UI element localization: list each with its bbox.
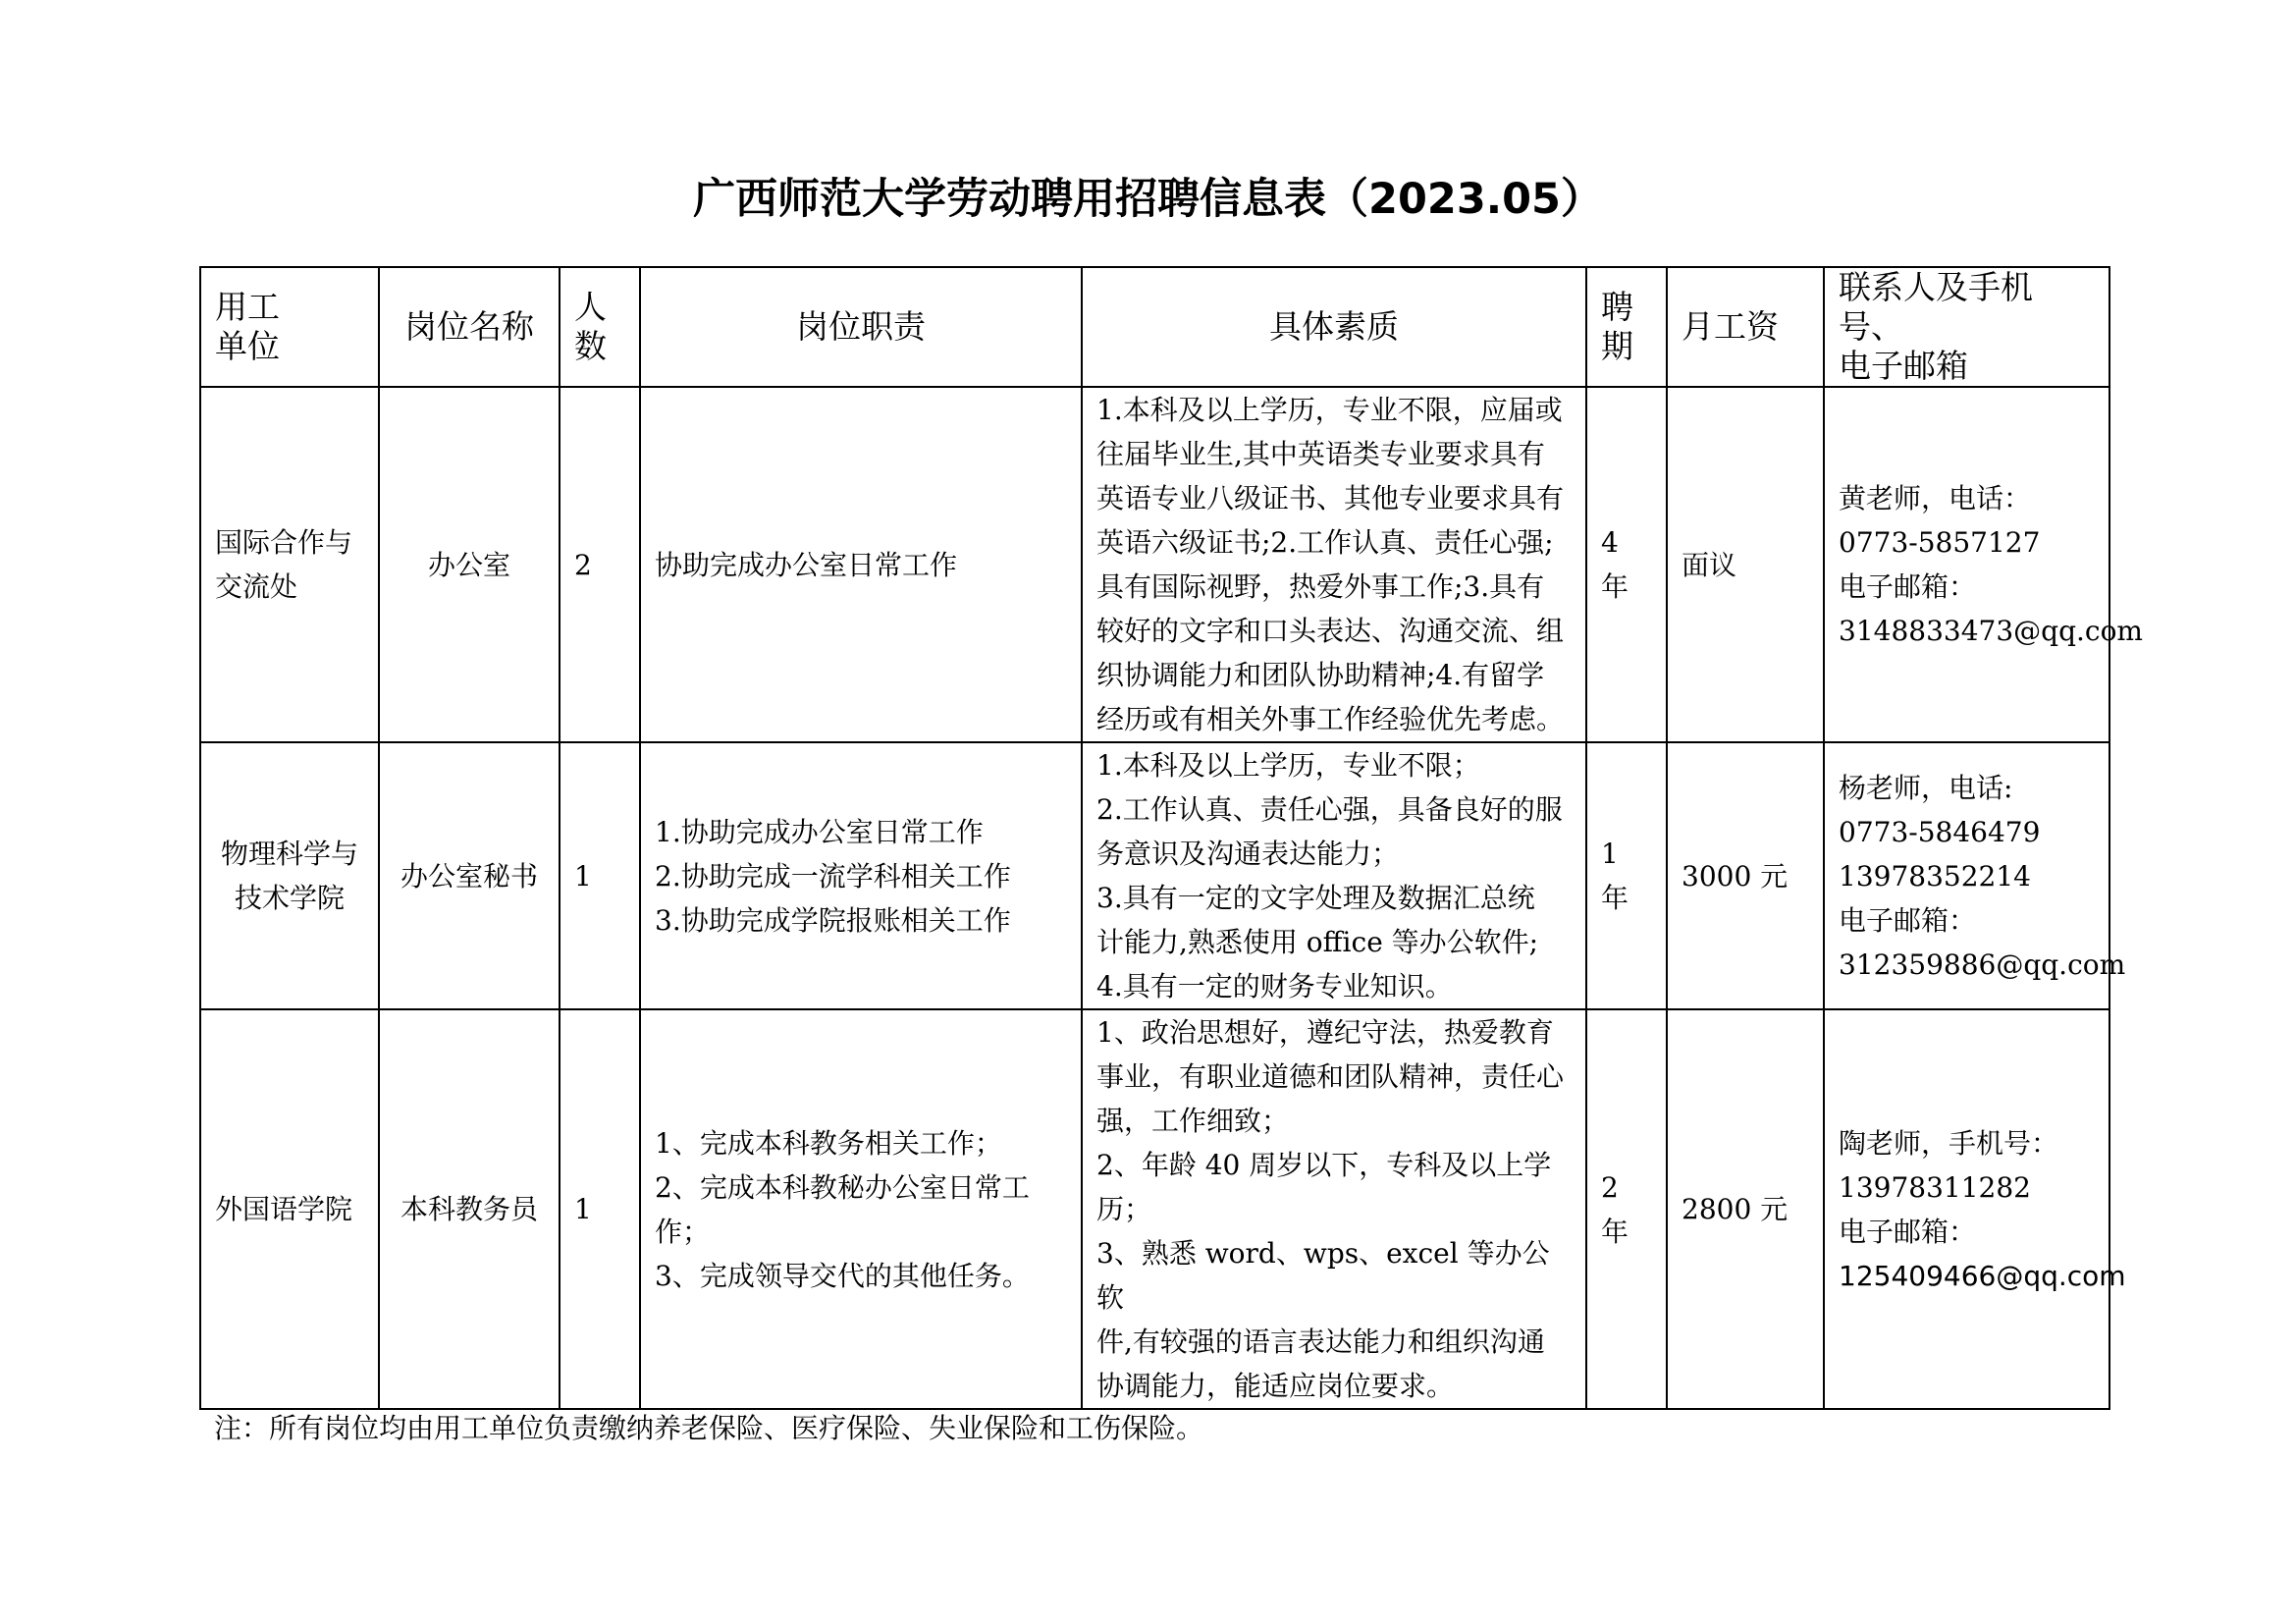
contact-cell xyxy=(1824,1009,2126,1409)
duty-line: 作； xyxy=(655,1215,711,1248)
unit-cell xyxy=(200,1009,379,1409)
qualification-line: 1、政治思想好，遵纪守法，热爱教育 xyxy=(1096,1016,1554,1049)
contact-line: 电子邮箱： xyxy=(1839,1215,1977,1248)
qualification-line: 具有国际视野，热爱外事工作;3.具有 xyxy=(1096,570,1545,603)
duties-cell xyxy=(640,742,1082,1009)
qualification-line: 3、熟悉 word、wps、excel 等办公软 xyxy=(1096,1237,1550,1314)
contact-email: 3148833473@qq.com xyxy=(1839,615,2143,647)
duty-line: 3、完成领导交代的其他任务。 xyxy=(655,1259,1030,1292)
qualification-line: 3.具有一定的文字处理及数据汇总统 xyxy=(1096,882,1535,914)
contact-line: 0773-5846479 xyxy=(1839,815,2041,848)
qualification-line: 协调能力，能适应岗位要求。 xyxy=(1096,1370,1455,1402)
duty-line: 协助完成办公室日常工作 xyxy=(655,548,958,581)
contact-line: 13978352214 xyxy=(1839,859,2031,893)
contact-line: 电子邮箱： xyxy=(1839,903,1977,937)
count-cell: 1 xyxy=(560,1009,640,1409)
qualification-line: 1.本科及以上学历，专业不限； xyxy=(1096,749,1480,782)
header-unit xyxy=(200,267,379,387)
header-duties: 岗位职责 xyxy=(640,267,1082,387)
header-row xyxy=(200,267,2109,387)
qualification-line: 务意识及沟通表达能力； xyxy=(1096,838,1400,870)
qualification-line: 2.工作认真、责任心强，具备良好的服 xyxy=(1096,793,1563,826)
unit-line: 技术学院 xyxy=(234,882,345,914)
salary-cell: 面议 xyxy=(1667,387,1824,742)
qualification-line: 英语专业八级证书、其他专业要求具有 xyxy=(1096,482,1565,514)
duty-line: 2.协助完成一流学科相关工作 xyxy=(655,859,1011,893)
duties-cell xyxy=(640,1009,1082,1409)
header-qualifications: 具体素质 xyxy=(1082,267,1586,387)
header-term-line: 聘 xyxy=(1601,288,1633,326)
duty-line: 1.协助完成办公室日常工作 xyxy=(655,815,984,848)
duty-line: 3.协助完成学院报账相关工作 xyxy=(655,903,1011,937)
contact-line: 13978311282 xyxy=(1839,1170,2031,1204)
recruitment-table xyxy=(199,266,2143,1410)
qualification-line: 往届毕业生,其中英语类专业要求具有 xyxy=(1096,438,1545,470)
header-unit-line: 单位 xyxy=(215,327,280,365)
header-salary: 月工资 xyxy=(1667,267,1824,387)
position-cell: 办公室 xyxy=(379,387,560,742)
qualification-line: 事业，有职业道德和团队精神，责任心 xyxy=(1096,1060,1565,1093)
duty-line: 2、完成本科教秘办公室日常工 xyxy=(655,1170,1030,1204)
qualification-line: 件,有较强的语言表达能力和组织沟通 xyxy=(1096,1326,1545,1358)
header-position: 岗位名称 xyxy=(379,267,560,387)
contact-cell xyxy=(1824,387,2143,742)
header-unit-line: 用工 xyxy=(215,288,280,326)
page-title: 广西师范大学劳动聘用招聘信息表（2023.05） xyxy=(693,175,1603,224)
salary-cell: 2800 元 xyxy=(1667,1009,1824,1409)
header-term xyxy=(1586,267,1667,387)
unit-line: 物理科学与 xyxy=(220,838,358,870)
contact-email: 125409466@qq.com xyxy=(1839,1259,2126,1292)
table-row xyxy=(200,742,2109,1009)
qualification-line: 经历或有相关外事工作经验优先考虑。 xyxy=(1096,703,1565,735)
contact-line: 电子邮箱： xyxy=(1839,570,1977,603)
qualifications-cell xyxy=(1082,1009,1586,1409)
contact-line: 杨老师，电话: xyxy=(1839,771,2013,804)
qualification-line: 计能力,熟悉使用 office 等办公软件; xyxy=(1096,926,1539,958)
contact-line: 陶老师，手机号： xyxy=(1839,1126,2059,1160)
term-cell: 4 年 xyxy=(1586,387,1667,742)
qualification-line: 英语六级证书;2.工作认真、责任心强; xyxy=(1096,526,1554,559)
header-term-line: 期 xyxy=(1601,327,1633,365)
contact-email: 312359886@qq.com xyxy=(1839,947,2126,981)
duty-line: 1、完成本科教务相关工作； xyxy=(655,1126,1002,1160)
count-cell: 1 xyxy=(560,742,640,1009)
qualification-line: 2、年龄 40 周岁以下，专科及以上学 xyxy=(1096,1149,1552,1181)
table-row xyxy=(200,387,2109,742)
contact-line: 黄老师，电话： xyxy=(1839,482,2032,514)
qualifications-cell xyxy=(1082,387,1586,742)
header-count xyxy=(560,267,640,387)
qualification-line: 历； xyxy=(1096,1193,1152,1225)
unit-line: 交流处 xyxy=(215,570,298,603)
unit-cell xyxy=(200,742,379,1009)
qualification-line: 1.本科及以上学历，专业不限，应届或 xyxy=(1096,394,1563,426)
position-cell: 本科教务员 xyxy=(379,1009,560,1409)
footnote: 注：所有岗位均由用工单位负责缴纳养老保险、医疗保险、失业保险和工伤保险。 xyxy=(214,1412,1204,1444)
contact-cell xyxy=(1824,742,2126,1009)
qualifications-cell xyxy=(1082,742,1586,1009)
header-contact xyxy=(1824,267,2109,387)
unit-cell xyxy=(200,387,379,742)
count-cell: 2 xyxy=(560,387,640,742)
table-row xyxy=(200,1009,2109,1409)
header-contact-line: 电子邮箱 xyxy=(1839,347,1968,385)
header-contact-line: 联系人及手机号、 xyxy=(1839,268,2033,346)
qualification-line: 较好的文字和口头表达、沟通交流、组 xyxy=(1096,615,1565,647)
header-count-line: 数 xyxy=(574,327,607,365)
unit-line: 外国语学院 xyxy=(215,1193,353,1225)
duties-cell xyxy=(640,387,1082,742)
header-count-line: 人 xyxy=(574,288,607,326)
unit-line: 国际合作与 xyxy=(215,526,353,559)
position-cell: 办公室秘书 xyxy=(379,742,560,1009)
salary-cell: 3000 元 xyxy=(1667,742,1824,1009)
term-cell: 1 年 xyxy=(1586,742,1667,1009)
qualification-line: 织协调能力和团队协助精神;4.有留学 xyxy=(1096,659,1545,691)
contact-line: 0773-5857127 xyxy=(1839,526,2041,559)
qualification-line: 4.具有一定的财务专业知识。 xyxy=(1096,970,1453,1002)
term-cell: 2 年 xyxy=(1586,1009,1667,1409)
qualification-line: 强，工作细致； xyxy=(1096,1105,1290,1137)
